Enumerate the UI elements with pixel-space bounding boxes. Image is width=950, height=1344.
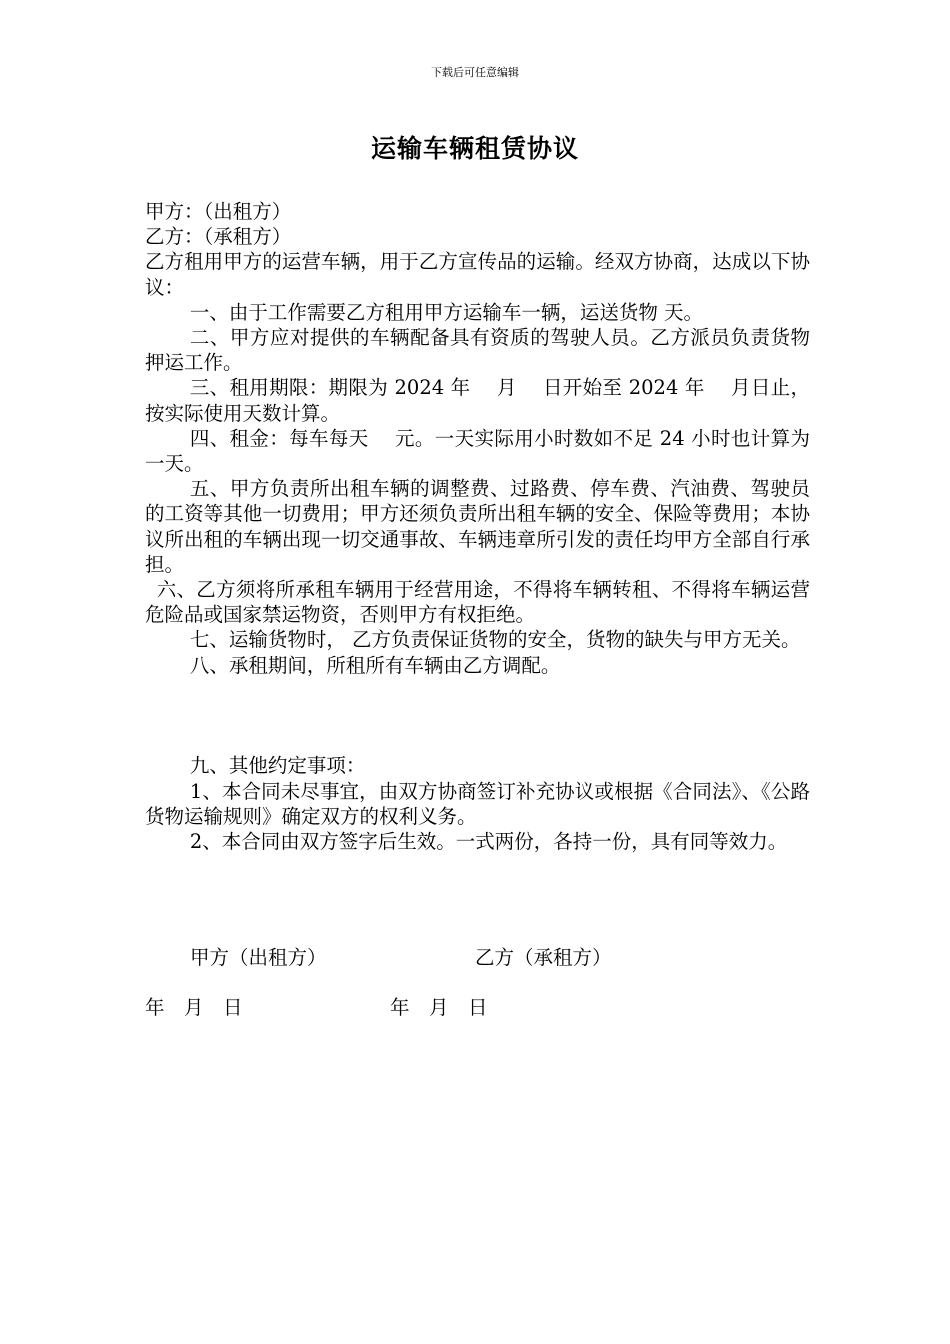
clause-5: 五、甲方负责所出租车辆的调整费、过路费、停车费、汽油费、驾驶员的工资等其他一切费用；甲方还须负责所出租车辆的安全、保险等费用；本协议所出租的车辆出现一切交通事故、车辆违章所引发的责任均甲方全部自行承担。 xyxy=(145,477,810,576)
preamble: 乙方租用甲方的运营车辆，用于乙方宣传品的运输。经双方协商，达成以下协议： xyxy=(145,250,810,299)
signature-block xyxy=(145,945,810,1021)
signature-dates-row xyxy=(145,995,810,1021)
clause-2: 二、甲方应对提供的车辆配备具有资质的驾驶人员。乙方派员负责货物押运工作。 xyxy=(145,326,810,375)
party-b-line: 乙方：（承租方） xyxy=(145,225,292,249)
clause-3: 三、租用期限：期限为 2024 年 月 日开始至 2024 年 月日止，按实际使用天数计算。 xyxy=(145,376,810,425)
other-matter-2: 2、本合同由双方签字后生效。一式两份，各持一份，具有同等效力。 xyxy=(189,830,788,854)
party-a-line: 甲方：（出租方） xyxy=(145,200,292,223)
clause-7: 七、运输货物时， 乙方负责保证货物的安全，货物的缺失与甲方无关。 xyxy=(189,628,801,652)
other-matter-1: 1、本合同未尽事宜，由双方协商签订补充协议或根据《合同法》、《公路货物运输规则》确定双方的权利义务。 xyxy=(145,779,810,828)
document-body xyxy=(145,199,810,854)
clause-8: 八、承租期间，所租所有车辆由乙方调配。 xyxy=(189,653,561,677)
clause-6: 六、乙方须将所承租车辆用于经营用途，不得将车辆转租、不得将车辆运营危险品或国家禁运物资，否则甲方有权拒绝。 xyxy=(145,578,810,627)
signature-parties-row xyxy=(145,945,810,971)
party-a-date: 年 月 日 xyxy=(145,996,243,1019)
party-b-date: 年 月 日 xyxy=(390,996,488,1019)
header-note: 下载后可任意编辑 xyxy=(431,66,519,79)
clause-1: 一、由于工作需要乙方租用甲方运输车一辆，运送货物 天。 xyxy=(189,300,704,324)
other-matters-heading: 九、其他约定事项： xyxy=(189,754,366,778)
clause-4: 四、租金：每车每天 元。一天实际用小时数如不足 24 小时也计算为一天。 xyxy=(145,426,810,476)
party-b-signature-label: 乙方（承租方） xyxy=(475,946,612,969)
party-a-signature-label: 甲方（出租方） xyxy=(190,946,327,969)
document-title: 运输车辆租赁协议 xyxy=(370,134,579,163)
spacer xyxy=(145,678,810,754)
